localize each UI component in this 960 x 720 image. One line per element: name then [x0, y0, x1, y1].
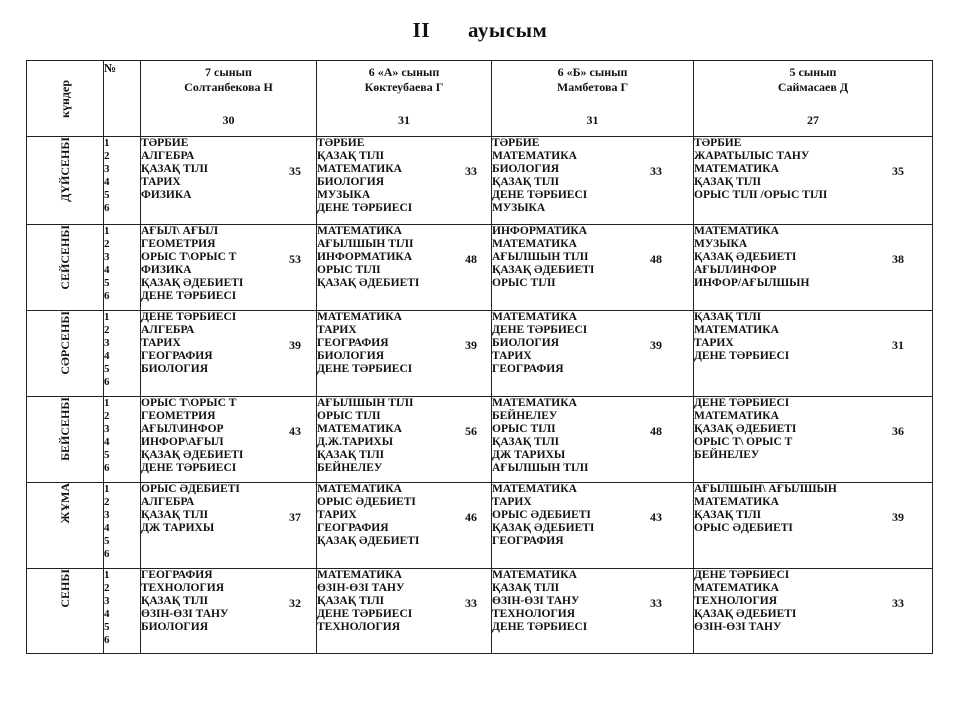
lesson-name: ҚАЗАҚ ТІЛІ — [317, 449, 385, 461]
lesson-name: МАТЕМАТИКА — [492, 569, 577, 581]
lesson-name: БИОЛОГИЯ — [317, 176, 385, 188]
lesson-name: ҚАЗАҚ ТІЛІ — [694, 311, 762, 323]
lesson-numbers — [104, 569, 141, 654]
lesson-name: ИНФОР\АҒЫЛ — [141, 436, 224, 448]
lesson-name: МАТЕМАТИКА — [694, 163, 779, 175]
lesson-number: 6 — [104, 548, 110, 560]
lesson-name: АЛГЕБРА — [141, 150, 195, 162]
weekly-hours-count: 36 — [892, 424, 904, 438]
lesson-name: ДЕНЕ ТӘРБИЕСІ — [141, 311, 237, 323]
lesson-name: ТЕХНОЛОГИЯ — [141, 582, 225, 594]
weekly-hours-count: 33 — [465, 596, 477, 610]
day-name: ЖҰМА — [57, 483, 72, 524]
lesson-name: АҒЫЛ/ИНФОР — [694, 264, 777, 276]
lesson-name: ТАРИХ — [694, 337, 734, 349]
lesson-name: ОРЫС ТІЛІ /ОРЫС ТІЛІ — [694, 189, 828, 201]
lesson-number: 5 — [104, 277, 110, 289]
lesson-name: ҚАЗАҚ ТІЛІ — [492, 436, 560, 448]
lesson-number: 1 — [104, 397, 110, 409]
class-teacher: Мамбетова Г — [556, 80, 629, 94]
lesson-name: МАТЕМАТИКА — [694, 225, 779, 237]
lesson-number: 2 — [104, 582, 110, 594]
lesson-name: ҚАЗАҚ ТІЛІ — [141, 595, 209, 607]
lesson-number: 5 — [104, 363, 110, 375]
weekly-hours-count: 37 — [289, 510, 301, 524]
class-size: 30 — [222, 113, 235, 127]
day-name: ДҮЙСЕНБІ — [57, 137, 72, 202]
lesson-name: МАТЕМАТИКА — [317, 163, 402, 175]
lesson-number: 1 — [104, 483, 110, 495]
lesson-number: 5 — [104, 449, 110, 461]
lesson-name: ОРЫС ӘДЕБИЕТІ — [141, 483, 240, 495]
weekly-hours-count: 33 — [892, 596, 904, 610]
lesson-name: ҚАЗАҚ ТІЛІ — [141, 509, 209, 521]
weekly-hours-count: 48 — [650, 252, 662, 266]
weekly-hours-count: 33 — [650, 596, 662, 610]
class-day-cell — [317, 483, 492, 569]
day-row — [27, 225, 933, 311]
lesson-name: ОРЫС ТІЛІ — [492, 423, 556, 435]
lesson-name: АҒЫЛШЫН ТІЛІ — [492, 251, 589, 263]
class-size: 31 — [398, 113, 410, 127]
lesson-name: ОРЫС ТІЛІ — [317, 264, 381, 276]
weekly-hours-count: 53 — [289, 252, 301, 266]
class-day-cell — [317, 137, 492, 225]
lesson-name: ГЕОГРАФИЯ — [317, 522, 389, 534]
lesson-name: ИНФОР/АҒЫЛШЫН — [694, 277, 810, 289]
lesson-number: 1 — [104, 569, 110, 581]
class-day-cell — [317, 311, 492, 397]
lesson-number: 4 — [104, 436, 110, 448]
class-name: 7 сынып — [205, 65, 252, 79]
lesson-name: ДЕНЕ ТӘРБИЕСІ — [141, 462, 237, 474]
lesson-name: Д.Ж.ТАРИХЫ — [317, 436, 394, 448]
day-cell — [27, 311, 104, 397]
weekly-hours-count: 56 — [465, 424, 477, 438]
lesson-name: ТАРИХ — [141, 176, 181, 188]
lesson-numbers — [104, 483, 141, 569]
lesson-name: ДЕНЕ ТӘРБИЕСІ — [492, 324, 588, 336]
weekly-hours-count: 48 — [465, 252, 477, 266]
lesson-number: 3 — [104, 251, 110, 263]
lesson-name: МАТЕМАТИКА — [492, 397, 577, 409]
lesson-name: ҚАЗАҚ ӘДЕБИЕТІ — [492, 264, 595, 276]
lesson-number: 3 — [104, 337, 110, 349]
lesson-name: МАТЕМАТИКА — [317, 225, 402, 237]
class-name: 5 сынып — [789, 65, 837, 79]
day-cell — [27, 397, 104, 483]
lesson-name: МАТЕМАТИКА — [492, 311, 577, 323]
lesson-number: 1 — [104, 137, 110, 149]
lesson-name: ГЕОГРАФИЯ — [141, 350, 213, 362]
lesson-name: АҒЫЛ\ИНФОР — [141, 423, 224, 435]
lesson-name: ДЕНЕ ТӘРБИЕСІ — [317, 202, 413, 214]
lesson-name: ТАРИХ — [317, 324, 357, 336]
lesson-number: 6 — [104, 290, 110, 302]
weekly-hours-count: 39 — [650, 338, 662, 352]
lesson-number: 6 — [104, 202, 110, 214]
lesson-name: ҚАЗАҚ ӘДЕБИЕТІ — [694, 608, 797, 620]
lesson-number: 5 — [104, 621, 110, 633]
lesson-name: ҚАЗАҚ ӘДЕБИЕТІ — [317, 535, 420, 547]
lesson-name: АҒЫЛ\ АҒЫЛ — [141, 225, 219, 237]
day-row — [27, 483, 933, 569]
day-cell — [27, 483, 104, 569]
lesson-name: БИОЛОГИЯ — [141, 363, 209, 375]
lesson-name: ЖАРАТЫЛЫС ТАНУ — [694, 150, 810, 162]
lesson-name: БИОЛОГИЯ — [141, 621, 209, 633]
weekly-hours-count: 35 — [892, 164, 904, 178]
day-cell — [27, 569, 104, 654]
lesson-name: ДЕНЕ ТӘРБИЕСІ — [317, 608, 413, 620]
lesson-name: ГЕОМЕТРИЯ — [141, 410, 216, 422]
class-name: 6 «Б» сынып — [557, 65, 628, 79]
lesson-name: ТӘРБИЕ — [141, 137, 189, 149]
class-day-cell — [141, 569, 317, 654]
lesson-name: МУЗЫКА — [492, 202, 546, 214]
lesson-name: ОРЫС Т\ОРЫС Т — [141, 397, 237, 409]
lesson-number: 3 — [104, 595, 110, 607]
lesson-name: ДЕНЕ ТӘРБИЕСІ — [317, 363, 413, 375]
class-day-cell — [492, 225, 694, 311]
lesson-name: АҒЫЛШЫН\ АҒЫЛШЫН — [694, 483, 837, 495]
day-name: БЕЙСЕНБІ — [57, 397, 72, 461]
lesson-number: 3 — [104, 163, 110, 175]
class-teacher: Көктеубаева Г — [364, 80, 444, 94]
lesson-number: 1 — [104, 225, 110, 237]
lesson-name: ҚАЗАҚ ТІЛІ — [317, 150, 385, 162]
lesson-name: АҒЫЛШЫН ТІЛІ — [317, 238, 414, 250]
lesson-number: 5 — [104, 189, 110, 201]
lesson-name: ДЕНЕ ТӘРБИЕСІ — [141, 290, 237, 302]
lesson-name: ОРЫС ТІЛІ — [492, 277, 556, 289]
lesson-name: ТАРИХ — [317, 509, 357, 521]
lesson-name: АҒЫЛШЫН ТІЛІ — [317, 397, 414, 409]
lesson-name: ҚАЗАҚ ТІЛІ — [492, 582, 560, 594]
lesson-number: 4 — [104, 350, 110, 362]
class-day-cell — [694, 311, 933, 397]
class-day-cell — [694, 569, 933, 654]
day-row — [27, 311, 933, 397]
day-cell — [27, 225, 104, 311]
lesson-name: ФИЗИКА — [141, 189, 192, 201]
lesson-name: ДЕНЕ ТӘРБИЕСІ — [492, 621, 588, 633]
class-day-cell — [694, 483, 933, 569]
lesson-name: МАТЕМАТИКА — [694, 324, 779, 336]
lesson-numbers — [104, 311, 141, 397]
day-cell — [27, 137, 104, 225]
class-size: 31 — [586, 113, 599, 127]
lesson-numbers — [104, 397, 141, 483]
lesson-name: ГЕОГРАФИЯ — [317, 337, 389, 349]
weekly-hours-count: 33 — [465, 164, 477, 178]
weekly-hours-count: 39 — [465, 338, 477, 352]
lesson-name: АҒЫЛШЫН ТІЛІ — [492, 462, 589, 474]
lesson-name: БЕЙНЕЛЕУ — [317, 462, 383, 474]
lesson-name: ӨЗІН-ӨЗІ ТАНУ — [492, 595, 580, 607]
lesson-name: МАТЕМАТИКА — [492, 150, 577, 162]
class-day-cell — [141, 137, 317, 225]
class-day-cell — [317, 569, 492, 654]
lesson-name: ФИЗИКА — [141, 264, 192, 276]
lesson-name: ТӘРБИЕ — [492, 137, 540, 149]
lesson-number: 2 — [104, 496, 110, 508]
lesson-name: МАТЕМАТИКА — [492, 483, 577, 495]
lesson-name: БИОЛОГИЯ — [492, 337, 560, 349]
shift-number: II — [412, 18, 430, 42]
weekly-hours-count: 46 — [465, 510, 477, 524]
day-row — [27, 569, 933, 654]
class-day-cell — [492, 311, 694, 397]
weekly-hours-count: 31 — [892, 338, 904, 352]
lesson-numbers — [104, 137, 141, 225]
lesson-number: 6 — [104, 376, 110, 388]
lesson-number: 2 — [104, 410, 110, 422]
lesson-name: ДЕНЕ ТӘРБИЕСІ — [694, 350, 790, 362]
lesson-number: 1 — [104, 311, 110, 323]
lesson-name: ТЕХНОЛОГИЯ — [694, 595, 778, 607]
lesson-name: ТӘРБИЕ — [694, 137, 742, 149]
class-day-cell — [492, 397, 694, 483]
lesson-number: 4 — [104, 522, 110, 534]
class-day-cell — [317, 397, 492, 483]
lesson-name: ТЕХНОЛОГИЯ — [492, 608, 576, 620]
shift-word: ауысым — [468, 18, 548, 42]
class-day-cell — [694, 225, 933, 311]
schedule-table — [26, 60, 933, 654]
lesson-name: МАТЕМАТИКА — [492, 238, 577, 250]
lesson-name: ДЖ ТАРИХЫ — [141, 522, 215, 534]
day-column-header — [27, 61, 104, 137]
class-header — [317, 61, 492, 137]
lesson-name: ҚАЗАҚ ӘДЕБИЕТІ — [141, 449, 244, 461]
lesson-name: ҚАЗАҚ ӘДЕБИЕТІ — [317, 277, 420, 289]
lesson-name: БИОЛОГИЯ — [492, 163, 560, 175]
class-day-cell — [317, 225, 492, 311]
lesson-name: ҚАЗАҚ ӘДЕБИЕТІ — [694, 251, 797, 263]
class-teacher: Саймасаев Д — [777, 80, 849, 94]
lesson-name: ДЕНЕ ТӘРБИЕСІ — [694, 569, 790, 581]
day-name: СӘРСЕНБІ — [57, 311, 72, 375]
lesson-name: ТАРИХ — [492, 496, 532, 508]
class-teacher: Солтанбекова Н — [184, 80, 273, 94]
weekly-hours-count: 39 — [892, 510, 904, 524]
weekly-hours-count: 35 — [289, 164, 301, 178]
lesson-numbers — [104, 225, 141, 311]
lesson-name: ОРЫС Т\ ОРЫС Т — [694, 436, 793, 448]
lesson-name: ДЖ ТАРИХЫ — [492, 449, 566, 461]
lesson-name: ҚАЗАҚ ӘДЕБИЕТІ — [141, 277, 244, 289]
lesson-name: МАТЕМАТИКА — [694, 582, 779, 594]
lesson-name: ӨЗІН-ӨЗІ ТАНУ — [141, 608, 229, 620]
class-day-cell — [141, 225, 317, 311]
lesson-number: 3 — [104, 509, 110, 521]
lesson-name: АЛГЕБРА — [141, 496, 195, 508]
lesson-name: ОРЫС Т\ОРЫС Т — [141, 251, 237, 263]
lesson-name: ОРЫС ӘДЕБИЕТІ — [694, 522, 793, 534]
class-name: 6 «А» сынып — [368, 65, 440, 79]
lesson-name: ОРЫС ӘДЕБИЕТІ — [317, 496, 416, 508]
lesson-name: ГЕОГРАФИЯ — [492, 363, 564, 375]
class-day-cell — [694, 397, 933, 483]
lesson-name: ҚАЗАҚ ТІЛІ — [317, 595, 385, 607]
lesson-name: ИНФОРМАТИКА — [492, 225, 588, 237]
lesson-name: ТЕХНОЛОГИЯ — [317, 621, 401, 633]
weekly-hours-count: 33 — [650, 164, 662, 178]
class-size: 27 — [807, 113, 819, 127]
class-day-cell — [492, 137, 694, 225]
class-header — [141, 61, 317, 137]
lesson-name: МАТЕМАТИКА — [317, 423, 402, 435]
day-row — [27, 137, 933, 225]
lesson-name: ГЕОГРАФИЯ — [492, 535, 564, 547]
class-day-cell — [141, 311, 317, 397]
lesson-name: ӨЗІН-ӨЗІ ТАНУ — [694, 621, 782, 633]
lesson-number: 4 — [104, 264, 110, 276]
lesson-name: ДЕНЕ ТӘРБИЕСІ — [492, 189, 588, 201]
lesson-number: 6 — [104, 634, 110, 646]
lesson-name: ҚАЗАҚ ТІЛІ — [694, 509, 762, 521]
lesson-name: МАТЕМАТИКА — [694, 496, 779, 508]
lesson-name: МУЗЫКА — [317, 189, 371, 201]
lesson-name: ТАРИХ — [141, 337, 181, 349]
lesson-name: ДЕНЕ ТӘРБИЕСІ — [694, 397, 790, 409]
lesson-name: БЕЙНЕЛЕУ — [492, 410, 558, 422]
lesson-name: МАТЕМАТИКА — [317, 569, 402, 581]
lesson-name: БИОЛОГИЯ — [317, 350, 385, 362]
lesson-name: МАТЕМАТИКА — [317, 483, 402, 495]
lesson-name: МАТЕМАТИКА — [317, 311, 402, 323]
page-title — [0, 18, 960, 43]
day-column-label: күндер — [57, 79, 72, 118]
lesson-name: ҚАЗАҚ ТІЛІ — [694, 176, 762, 188]
weekly-hours-count: 38 — [892, 252, 904, 266]
weekly-hours-count: 43 — [289, 424, 301, 438]
lesson-name: ТАРИХ — [492, 350, 532, 362]
class-day-cell — [694, 137, 933, 225]
class-day-cell — [492, 483, 694, 569]
weekly-hours-count: 43 — [650, 510, 662, 524]
lesson-name: ҚАЗАҚ ӘДЕБИЕТІ — [492, 522, 595, 534]
class-day-cell — [141, 483, 317, 569]
lesson-name: ТӘРБИЕ — [317, 137, 365, 149]
lesson-number: 4 — [104, 608, 110, 620]
header-row — [27, 61, 933, 137]
lesson-number: 4 — [104, 176, 110, 188]
day-name: СЕНБІ — [57, 569, 72, 608]
lesson-name: ҚАЗАҚ ӘДЕБИЕТІ — [694, 423, 797, 435]
weekly-hours-count: 32 — [289, 596, 301, 610]
lesson-name: АЛГЕБРА — [141, 324, 195, 336]
lesson-number-header: № — [104, 61, 141, 137]
lesson-number: 2 — [104, 324, 110, 336]
day-name: СЕЙСЕНБІ — [57, 225, 72, 290]
lesson-name: МАТЕМАТИКА — [694, 410, 779, 422]
day-row — [27, 397, 933, 483]
lesson-name: ОРЫС ТІЛІ — [317, 410, 381, 422]
lesson-number: 5 — [104, 535, 110, 547]
lesson-number: 2 — [104, 238, 110, 250]
lesson-name: БЕЙНЕЛЕУ — [694, 449, 760, 461]
lesson-number: 6 — [104, 462, 110, 474]
weekly-hours-count: 48 — [650, 424, 662, 438]
class-header — [694, 61, 933, 137]
class-header — [492, 61, 694, 137]
lesson-number: 3 — [104, 423, 110, 435]
lesson-name: ӨЗІН-ӨЗІ ТАНУ — [317, 582, 405, 594]
lesson-name: ГЕОМЕТРИЯ — [141, 238, 216, 250]
class-day-cell — [141, 397, 317, 483]
lesson-name: ИНФОРМАТИКА — [317, 251, 413, 263]
lesson-name: ҚАЗАҚ ТІЛІ — [492, 176, 560, 188]
lesson-name: ГЕОГРАФИЯ — [141, 569, 213, 581]
lesson-number: 2 — [104, 150, 110, 162]
weekly-hours-count: 39 — [289, 338, 301, 352]
class-day-cell — [492, 569, 694, 654]
lesson-name: ҚАЗАҚ ТІЛІ — [141, 163, 209, 175]
lesson-name: МУЗЫКА — [694, 238, 748, 250]
lesson-name: ОРЫС ӘДЕБИЕТІ — [492, 509, 591, 521]
